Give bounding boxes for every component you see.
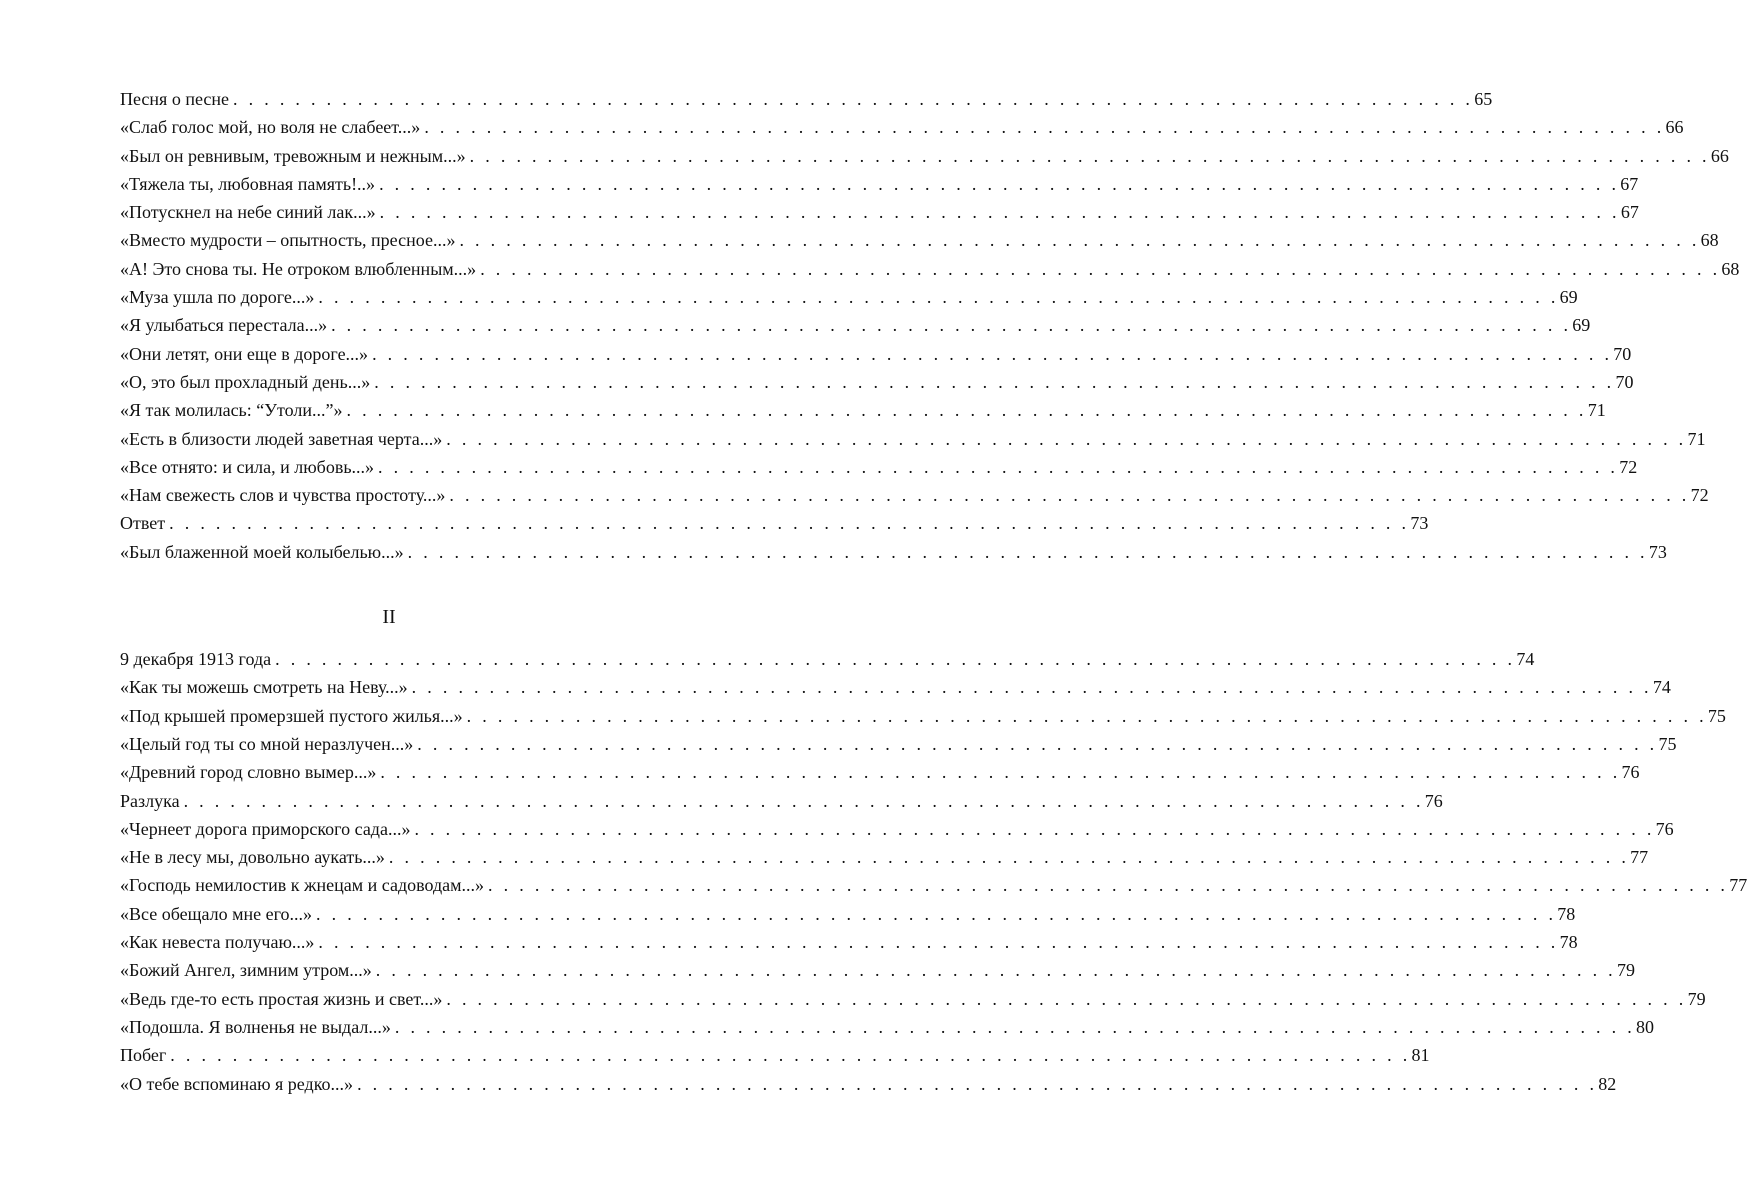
toc-entry-title: «Под крышей промерзшей пустого жилья...» bbox=[120, 705, 463, 726]
toc-entry-page-number: 72 bbox=[1619, 456, 1638, 477]
toc-entry bbox=[120, 85, 1493, 113]
toc-entry-page-number: 66 bbox=[1665, 117, 1684, 138]
dot-leader: . . . . . . . . . . . . . . . . . . . . . . . . . . . . . . . . . . . . . . . . . . . . . . . . . . . . . . . . . . . . . . . . . . . . . . . . . . . . . . . . bbox=[357, 1073, 1598, 1094]
toc-entry-page-number: 73 bbox=[1648, 541, 1667, 562]
toc-entry-page-number: 78 bbox=[1559, 932, 1578, 953]
toc-entry-title: «А! Это снова ты. Не отроком влюбленным...» bbox=[120, 258, 477, 279]
toc-entry-page-number: 77 bbox=[1729, 875, 1747, 896]
toc-entry bbox=[120, 113, 1684, 141]
toc-entry-title: «Есть в близости людей заветная черта...» bbox=[120, 428, 443, 449]
dot-leader: . . . . . . . . . . . . . . . . . . . . . . . . . . . . . . . . . . . . . . . . . . . . . . . . . . . . . . . . . . . . . . . . . . . . . . . . . . . . . . . . bbox=[346, 400, 1587, 421]
toc-entry-page-number: 75 bbox=[1707, 705, 1726, 726]
toc-entry bbox=[120, 730, 1677, 758]
toc-entry-title: «Господь немилостив к жнецам и садоводам...» bbox=[120, 875, 485, 896]
toc-entry bbox=[120, 311, 1591, 339]
toc-entry bbox=[120, 758, 1640, 786]
toc-entry-page-number: 81 bbox=[1411, 1045, 1430, 1066]
toc-entry-page-number: 80 bbox=[1636, 1016, 1655, 1037]
toc-entry bbox=[120, 1013, 1655, 1041]
toc-entry bbox=[120, 956, 1635, 984]
toc-entry-page-number: 69 bbox=[1572, 315, 1591, 336]
toc-entry bbox=[120, 368, 1634, 396]
toc-entry bbox=[120, 702, 1726, 730]
toc-entry bbox=[120, 928, 1578, 956]
toc-entry bbox=[120, 787, 1443, 815]
dot-leader: . . . . . . . . . . . . . . . . . . . . . . . . . . . . . . . . . . . . . . . . . . . . . . . . . . . . . . . . . . . . . . . . . . . . . . . . . . . . . . . . bbox=[183, 790, 1424, 811]
toc-entry-page-number: 70 bbox=[1615, 371, 1634, 392]
dot-leader: . . . . . . . . . . . . . . . . . . . . . . . . . . . . . . . . . . . . . . . . . . . . . . . . . . . . . . . . . . . . . . . . . . . . . . . . . . . . . . . . bbox=[316, 903, 1557, 924]
toc-entry bbox=[120, 396, 1606, 424]
dot-leader: . . . . . . . . . . . . . . . . . . . . . . . . . . . . . . . . . . . . . . . . . . . . . . . . . . . . . . . . . . . . . . . . . . . . . . . . . . . . . . . . bbox=[488, 875, 1729, 896]
dot-leader: . . . . . . . . . . . . . . . . . . . . . . . . . . . . . . . . . . . . . . . . . . . . . . . . . . . . . . . . . . . . . . . . . . . . . . . . . . . . . . . . bbox=[318, 932, 1559, 953]
toc-entry bbox=[120, 1041, 1430, 1069]
toc-section-1 bbox=[120, 85, 1740, 566]
toc-entry-page-number: 75 bbox=[1658, 733, 1677, 754]
toc-entry-title: «О, это был прохладный день...» bbox=[120, 371, 371, 392]
dot-leader: . . . . . . . . . . . . . . . . . . . . . . . . . . . . . . . . . . . . . . . . . . . . . . . . . . . . . . . . . . . . . . . . . . . . . . . . . . . . . . . . bbox=[372, 343, 1613, 364]
toc-entry bbox=[120, 226, 1719, 254]
dot-leader: . . . . . . . . . . . . . . . . . . . . . . . . . . . . . . . . . . . . . . . . . . . . . . . . . . . . . . . . . . . . . . . . . . . . . . . . . . . . . . . . bbox=[459, 230, 1700, 251]
dot-leader: . . . . . . . . . . . . . . . . . . . . . . . . . . . . . . . . . . . . . . . . . . . . . . . . . . . . . . . . . . . . . . . . . . . . . . . . . . . . . . . . bbox=[169, 513, 1410, 534]
toc-entry-page-number: 78 bbox=[1557, 903, 1576, 924]
toc-entry bbox=[120, 481, 1709, 509]
toc-entry-title: Разлука bbox=[120, 790, 180, 811]
toc-entry bbox=[120, 645, 1535, 673]
toc-entry-page-number: 82 bbox=[1598, 1073, 1617, 1094]
dot-leader: . . . . . . . . . . . . . . . . . . . . . . . . . . . . . . . . . . . . . . . . . . . . . . . . . . . . . . . . . . . . . . . . . . . . . . . . . . . . . . . . bbox=[407, 541, 1648, 562]
toc-entry-title: «Все отнято: и сила, и любовь...» bbox=[120, 456, 375, 477]
toc-entry-page-number: 67 bbox=[1620, 173, 1639, 194]
dot-leader: . . . . . . . . . . . . . . . . . . . . . . . . . . . . . . . . . . . . . . . . . . . . . . . . . . . . . . . . . . . . . . . . . . . . . . . . . . . . . . . . bbox=[388, 847, 1630, 868]
toc-entry-title: «Все обещало мне его...» bbox=[120, 903, 313, 924]
toc-entry-page-number: 79 bbox=[1687, 988, 1706, 1009]
toc-entry bbox=[120, 425, 1706, 453]
dot-leader: . . . . . . . . . . . . . . . . . . . . . . . . . . . . . . . . . . . . . . . . . . . . . . . . . . . . . . . . . . . . . . . . . . . . . . . . . . . . . . . . bbox=[331, 315, 1572, 336]
toc-entry-page-number: 76 bbox=[1621, 762, 1640, 783]
toc-entry-page-number: 68 bbox=[1700, 230, 1719, 251]
toc-entry bbox=[120, 871, 1747, 899]
dot-leader: . . . . . . . . . . . . . . . . . . . . . . . . . . . . . . . . . . . . . . . . . . . . . . . . . . . . . . . . . . . . . . . . . . . . . . . . . . . . . . . . bbox=[417, 733, 1658, 754]
toc-entry-page-number: 71 bbox=[1687, 428, 1706, 449]
toc-entry-title: «Я так молилась: “Утоли...”» bbox=[120, 400, 343, 421]
dot-leader: . . . . . . . . . . . . . . . . . . . . . . . . . . . . . . . . . . . . . . . . . . . . . . . . . . . . . . . . . . . . . . . . . . . . . . . . . . . . . . . . bbox=[233, 89, 1474, 109]
toc-entry-title: «Целый год ты со мной неразлучен...» bbox=[120, 733, 414, 754]
dot-leader: . . . . . . . . . . . . . . . . . . . . . . . . . . . . . . . . . . . . . . . . . . . . . . . . . . . . . . . . . . . . . . . . . . . . . . . . . . . . . . . . bbox=[446, 988, 1687, 1009]
dot-leader: . . . . . . . . . . . . . . . . . . . . . . . . . . . . . . . . . . . . . . . . . . . . . . . . . . . . . . . . . . . . . . . . . . . . . . . . . . . . . . . . bbox=[394, 1016, 1636, 1037]
toc-entry-page-number: 70 bbox=[1613, 343, 1632, 364]
toc-page bbox=[120, 85, 1747, 1098]
section-heading: II bbox=[382, 606, 396, 629]
toc-entry bbox=[120, 673, 1671, 701]
toc-entry bbox=[120, 815, 1674, 843]
toc-entry-title: Побег bbox=[120, 1045, 167, 1066]
dot-leader: . . . . . . . . . . . . . . . . . . . . . . . . . . . . . . . . . . . . . . . . . . . . . . . . . . . . . . . . . . . . . . . . . . . . . . . . . . . . . . . . bbox=[480, 258, 1721, 279]
toc-entry-title: «Ведь где-то есть простая жизнь и свет...» bbox=[120, 988, 443, 1009]
dot-leader: . . . . . . . . . . . . . . . . . . . . . . . . . . . . . . . . . . . . . . . . . . . . . . . . . . . . . . . . . . . . . . . . . . . . . . . . . . . . . . . . bbox=[414, 818, 1655, 839]
toc-entry-page-number: 66 bbox=[1710, 145, 1729, 166]
dot-leader: . . . . . . . . . . . . . . . . . . . . . . . . . . . . . . . . . . . . . . . . . . . . . . . . . . . . . . . . . . . . . . . . . . . . . . . . . . . . . . . . bbox=[379, 173, 1620, 194]
dot-leader: . . . . . . . . . . . . . . . . . . . . . . . . . . . . . . . . . . . . . . . . . . . . . . . . . . . . . . . . . . . . . . . . . . . . . . . . . . . . . . . . bbox=[411, 677, 1652, 698]
toc-entry bbox=[120, 142, 1729, 170]
toc-entry-page-number: 79 bbox=[1616, 960, 1635, 981]
toc-entry-title: «Был блаженной моей колыбелью...» bbox=[120, 541, 404, 562]
toc-entry-title: «Был он ревнивым, тревожным и нежным...» bbox=[120, 145, 466, 166]
dot-leader: . . . . . . . . . . . . . . . . . . . . . . . . . . . . . . . . . . . . . . . . . . . . . . . . . . . . . . . . . . . . . . . . . . . . . . . . . . . . . . . . bbox=[466, 705, 1707, 726]
toc-entry-title: «Как невеста получаю...» bbox=[120, 932, 315, 953]
dot-leader: . . . . . . . . . . . . . . . . . . . . . . . . . . . . . . . . . . . . . . . . . . . . . . . . . . . . . . . . . . . . . . . . . . . . . . . . . . . . . . . . bbox=[380, 762, 1621, 783]
toc-entry-title: «Потускнел на небе синий лак...» bbox=[120, 202, 376, 223]
toc-entry bbox=[120, 985, 1706, 1013]
toc-entry bbox=[120, 509, 1429, 537]
dot-leader: . . . . . . . . . . . . . . . . . . . . . . . . . . . . . . . . . . . . . . . . . . . . . . . . . . . . . . . . . . . . . . . . . . . . . . . . . . . . . . . . bbox=[275, 649, 1516, 670]
toc-entry-title: «О тебе вспоминаю я редко...» bbox=[120, 1073, 354, 1094]
dot-leader: . . . . . . . . . . . . . . . . . . . . . . . . . . . . . . . . . . . . . . . . . . . . . . . . . . . . . . . . . . . . . . . . . . . . . . . . . . . . . . . . bbox=[449, 485, 1690, 506]
toc-entry bbox=[120, 453, 1638, 481]
toc-entry-title: Ответ bbox=[120, 513, 166, 534]
dot-leader: . . . . . . . . . . . . . . . . . . . . . . . . . . . . . . . . . . . . . . . . . . . . . . . . . . . . . . . . . . . . . . . . . . . . . . . . . . . . . . . . bbox=[374, 371, 1615, 392]
toc-entry-title: «Нам свежесть слов и чувства простоту...» bbox=[120, 485, 446, 506]
toc-entry-title: «Муза ушла по дороге...» bbox=[120, 287, 315, 308]
toc-entry-page-number: 74 bbox=[1516, 649, 1535, 670]
toc-section-2 bbox=[120, 645, 1747, 1098]
toc-entry-title: «Божий Ангел, зимним утром...» bbox=[120, 960, 372, 981]
toc-entry-page-number: 76 bbox=[1655, 818, 1674, 839]
toc-entry-page-number: 67 bbox=[1620, 202, 1639, 223]
toc-entry-page-number: 77 bbox=[1630, 847, 1649, 868]
toc-entry-title: «Вместо мудрости – опытность, пресное...» bbox=[120, 230, 456, 251]
toc-entry-title: «Как ты можешь смотреть на Неву...» bbox=[120, 677, 408, 698]
toc-entry bbox=[120, 198, 1639, 226]
toc-entry-page-number: 74 bbox=[1652, 677, 1671, 698]
toc-entry bbox=[120, 538, 1667, 566]
toc-entry-page-number: 72 bbox=[1690, 485, 1709, 506]
toc-entry-page-number: 69 bbox=[1559, 287, 1578, 308]
dot-leader: . . . . . . . . . . . . . . . . . . . . . . . . . . . . . . . . . . . . . . . . . . . . . . . . . . . . . . . . . . . . . . . . . . . . . . . . . . . . . . . . bbox=[379, 202, 1620, 223]
dot-leader: . . . . . . . . . . . . . . . . . . . . . . . . . . . . . . . . . . . . . . . . . . . . . . . . . . . . . . . . . . . . . . . . . . . . . . . . . . . . . . . . bbox=[469, 145, 1710, 166]
toc-entry-page-number: 73 bbox=[1410, 513, 1429, 534]
toc-entry-title: «Тяжела ты, любовная память!..» bbox=[120, 173, 376, 194]
toc-entry bbox=[120, 340, 1632, 368]
toc-entry-title: «Они летят, они еще в дороге...» bbox=[120, 343, 369, 364]
toc-entry-page-number: 71 bbox=[1587, 400, 1606, 421]
toc-entry-page-number: 68 bbox=[1721, 258, 1740, 279]
toc-entry-title: «Не в лесу мы, довольно аукать...» bbox=[120, 847, 385, 868]
toc-entry bbox=[120, 255, 1740, 283]
toc-entry-title: «Я улыбаться перестала...» bbox=[120, 315, 328, 336]
toc-entry bbox=[120, 843, 1649, 871]
toc-entry-title: 9 декабря 1913 года bbox=[120, 649, 272, 670]
toc-entry bbox=[120, 283, 1578, 311]
toc-entry-page-number: 65 bbox=[1474, 89, 1493, 109]
dot-leader: . . . . . . . . . . . . . . . . . . . . . . . . . . . . . . . . . . . . . . . . . . . . . . . . . . . . . . . . . . . . . . . . . . . . . . . . . . . . . . . . bbox=[446, 428, 1687, 449]
dot-leader: . . . . . . . . . . . . . . . . . . . . . . . . . . . . . . . . . . . . . . . . . . . . . . . . . . . . . . . . . . . . . . . . . . . . . . . . . . . . . . . . bbox=[378, 456, 1619, 477]
toc-entry-title: «Слаб голос мой, но воля не слабеет...» bbox=[120, 117, 421, 138]
toc-entry-title: «Чернеет дорога приморского сада...» bbox=[120, 818, 411, 839]
toc-entry bbox=[120, 170, 1639, 198]
toc-entry-page-number: 76 bbox=[1424, 790, 1443, 811]
dot-leader: . . . . . . . . . . . . . . . . . . . . . . . . . . . . . . . . . . . . . . . . . . . . . . . . . . . . . . . . . . . . . . . . . . . . . . . . . . . . . . . . bbox=[170, 1045, 1411, 1066]
dot-leader: . . . . . . . . . . . . . . . . . . . . . . . . . . . . . . . . . . . . . . . . . . . . . . . . . . . . . . . . . . . . . . . . . . . . . . . . . . . . . . . . bbox=[424, 117, 1665, 138]
dot-leader: . . . . . . . . . . . . . . . . . . . . . . . . . . . . . . . . . . . . . . . . . . . . . . . . . . . . . . . . . . . . . . . . . . . . . . . . . . . . . . . . bbox=[318, 287, 1559, 308]
toc-entry-title: Песня о песне bbox=[120, 89, 230, 109]
toc-entry bbox=[120, 1070, 1617, 1098]
dot-leader: . . . . . . . . . . . . . . . . . . . . . . . . . . . . . . . . . . . . . . . . . . . . . . . . . . . . . . . . . . . . . . . . . . . . . . . . . . . . . . . . bbox=[375, 960, 1616, 981]
toc-entry-title: «Подошла. Я волненья не выдал...» bbox=[120, 1016, 391, 1037]
toc-entry-title: «Древний город словно вымер...» bbox=[120, 762, 377, 783]
toc-entry bbox=[120, 900, 1576, 928]
